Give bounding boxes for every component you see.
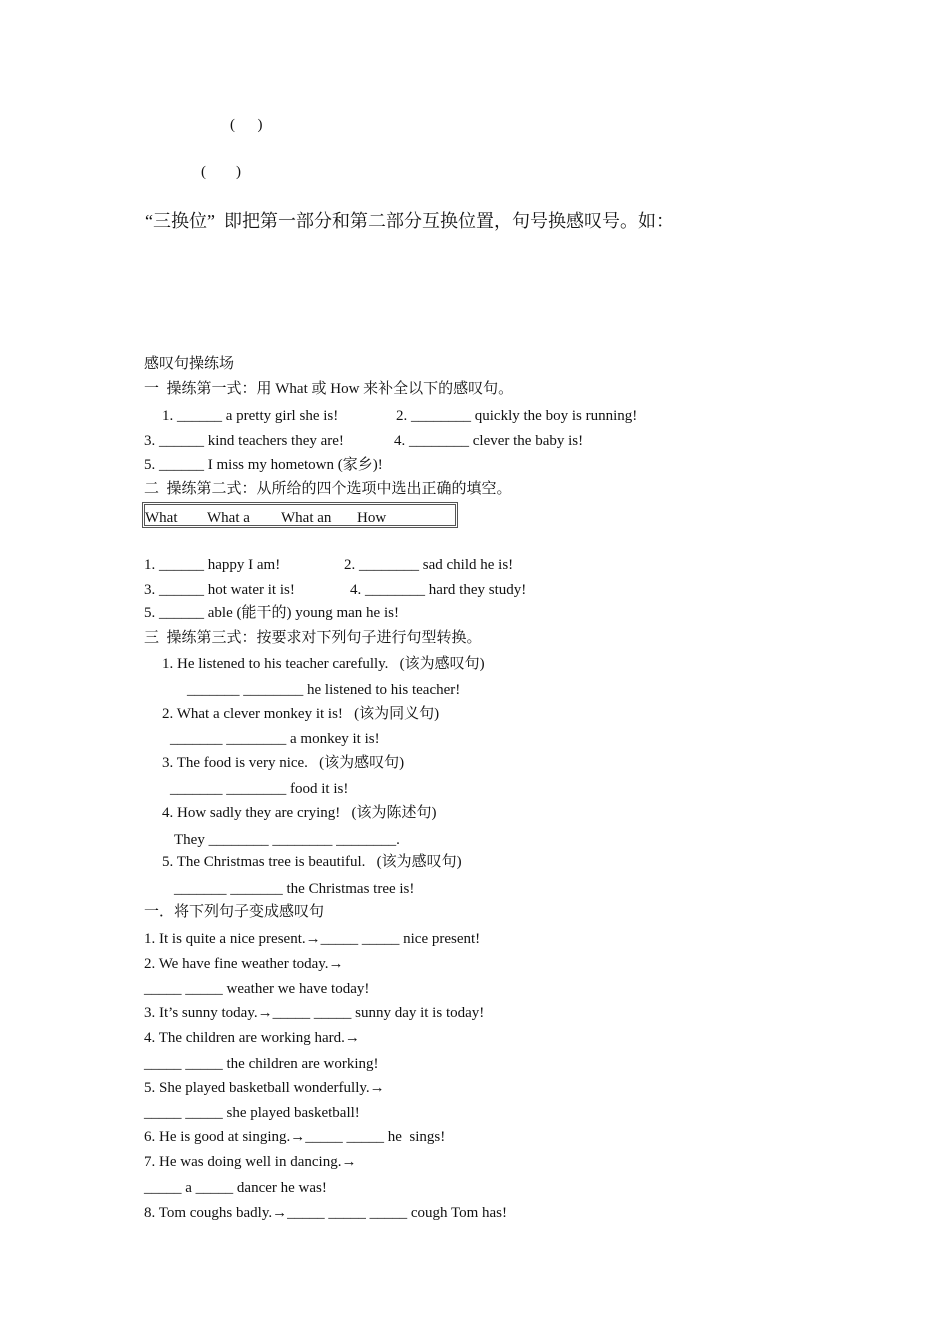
part4-line-4: 3. It’s sunny today.→_____ _____ sunny day it is today! [144,1005,485,1021]
part3-answer-1: _______ ________ he listened to his teacher! [187,682,461,698]
part1-question-1: 1. ______ a pretty girl she is! [162,408,339,424]
part4-line-10: 7. He was doing well in dancing.→ [144,1154,357,1170]
part2-heading: 二 操练第二式：从所给的四个选项中选出正确的填空。 [144,481,512,497]
part3-question-4: 4. How sadly they are crying! (该为陈述句) [162,805,437,821]
rule-text: “三换位” 即把第一部分和第二部分互换位置，句号换感叹号。如： [145,211,674,231]
part4-line-8: _____ _____ she played basketball! [144,1105,360,1121]
part4-line-5: 4. The children are working hard.→ [144,1030,360,1046]
part1-question-4: 4. ________ clever the baby is! [394,433,584,449]
parenthesis-blank-2: ( ) [201,164,241,180]
part4-line-12: 8. Tom coughs badly.→_____ _____ _____ cough Tom has! [144,1205,508,1221]
option-what-a: What a [207,510,250,526]
part1-question-3: 3. ______ kind teachers they are! [144,433,344,449]
part4-line-1: 1. It is quite a nice present.→_____ _____ nice present! [144,931,481,947]
part2-question-4: 4. ________ hard they study! [350,582,527,598]
part3-answer-3: _______ ________ food it is! [170,781,349,797]
part4-heading: 一．将下列句子变成感叹句 [144,904,325,920]
part1-heading: 一 操练第一式：用 What 或 How 来补全以下的感叹句。 [144,381,514,397]
part4-line-7: 5. She played basketball wonderfully.→ [144,1080,385,1096]
part3-question-5: 5. The Christmas tree is beautiful. (该为感叹句) [162,854,462,870]
part2-question-3: 3. ______ hot water it is! [144,582,295,598]
part4-line-11: _____ a _____ dancer he was! [144,1180,327,1196]
part4-line-6: _____ _____ the children are working! [144,1056,379,1072]
part4-line-2: 2. We have fine weather today.→ [144,956,344,972]
part1-question-5: 5. ______ I miss my hometown (家乡)! [144,457,383,473]
part3-answer-2: _______ ________ a monkey it is! [170,731,380,747]
option-what: What [145,510,178,526]
part3-question-1: 1. He listened to his teacher carefully. (该为感叹句) [162,656,485,672]
parenthesis-blank-1: ( ) [230,117,263,133]
part1-question-2: 2. ________ quickly the boy is running! [396,408,638,424]
part2-question-5: 5. ______ able (能干的) young man he is! [144,605,399,621]
options-box [142,502,458,528]
section-title: 感叹句操练场 [144,356,235,372]
part3-answer-4: They ________ ________ ________. [174,832,400,848]
part2-question-1: 1. ______ happy I am! [144,557,281,573]
part3-question-3: 3. The food is very nice. (该为感叹句) [162,755,405,771]
part3-question-2: 2. What a clever monkey it is! (该为同义句) [162,706,440,722]
part4-line-3: _____ _____ weather we have today! [144,981,370,997]
part3-answer-5: _______ _______ the Christmas tree is! [174,881,415,897]
part2-question-2: 2. ________ sad child he is! [344,557,514,573]
option-how: How [357,510,387,526]
part3-heading: 三 操练第三式：按要求对下列句子进行句型转换。 [144,630,482,646]
option-what-an: What an [281,510,332,526]
part4-line-9: 6. He is good at singing.→_____ _____ he sings! [144,1129,446,1145]
